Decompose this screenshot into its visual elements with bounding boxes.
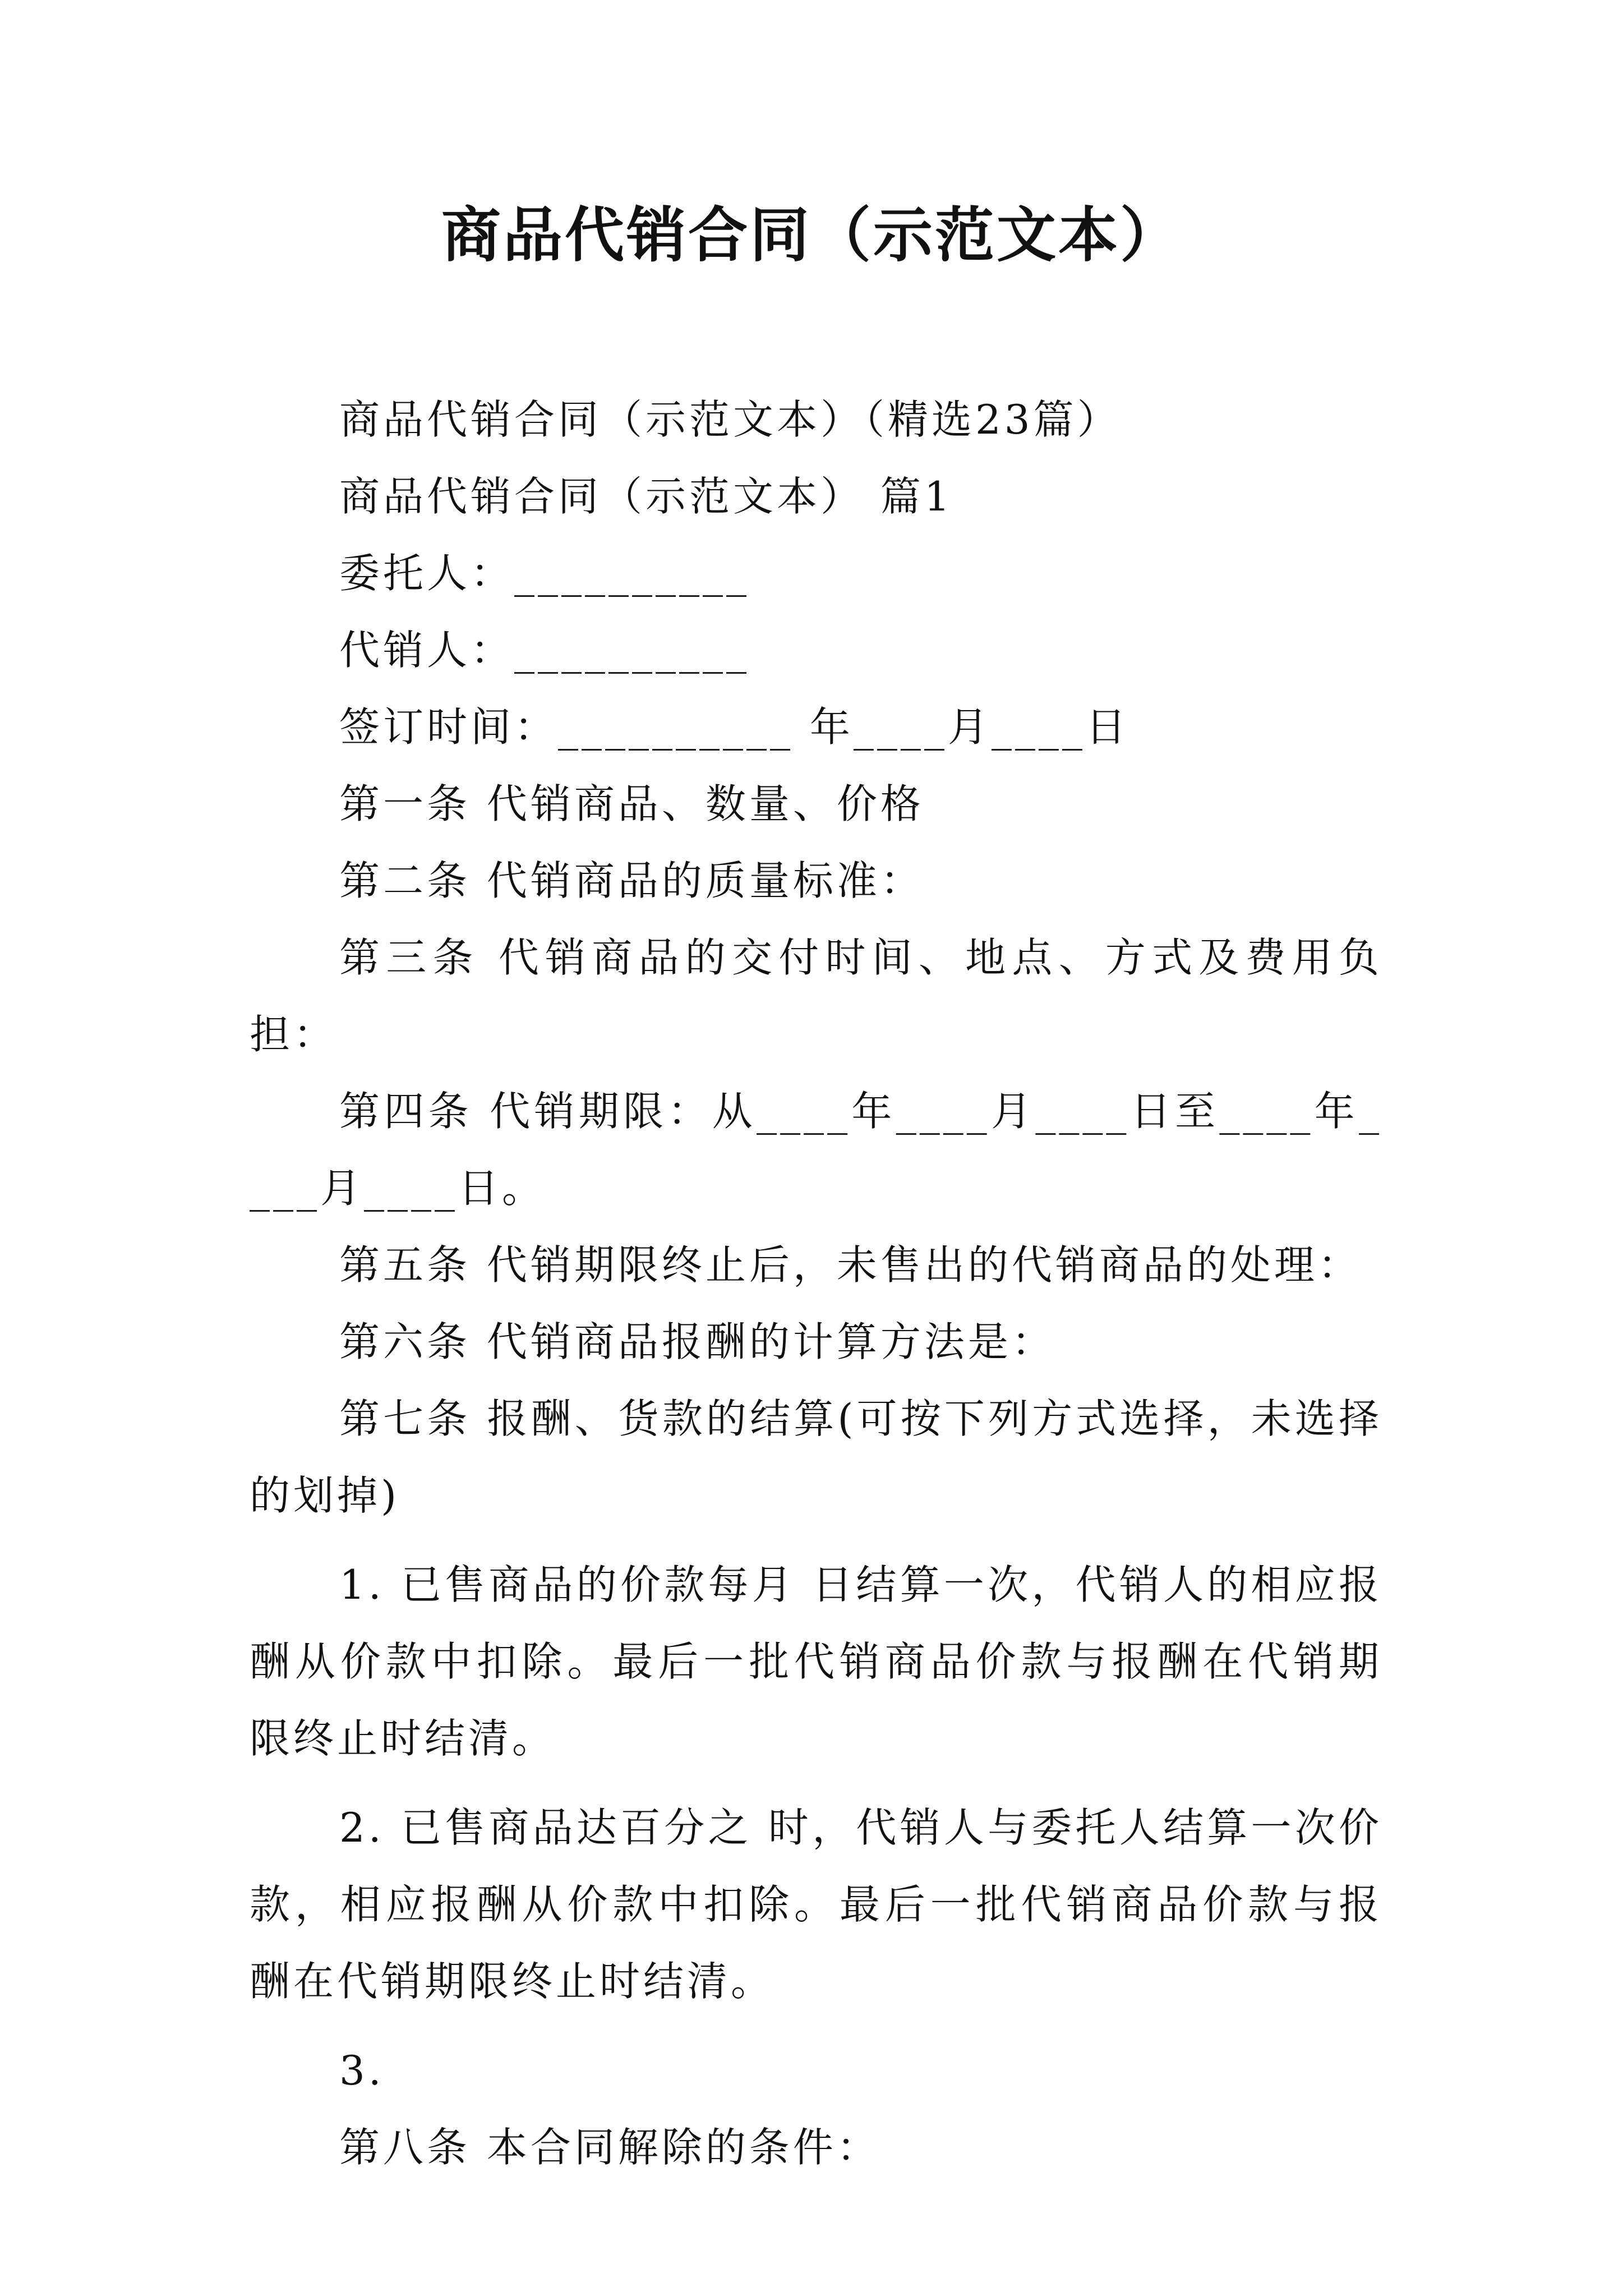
paragraph-option-2: 2. 已售商品达百分之 时，代销人与委托人结算一次价款，相应报酬从价款中扣除。最后一批代销商品价款与报酬在代销期限终止时结清。 (250, 1804, 1382, 2005)
paragraph-signing-date: 签订时间：__________ 年____月____日 (339, 703, 1129, 751)
paragraph-agent: 代销人：__________ (339, 627, 750, 674)
paragraph-article-3: 第三条 代销商品的交付时间、地点、方式及费用负担： (250, 934, 1382, 1058)
paragraph-article-7: 第七条 报酬、货款的结算(可按下列方式选择，未选择的划掉) (250, 1395, 1382, 1519)
paragraph-principal: 委托人：__________ (339, 550, 750, 597)
paragraph-section-heading: 商品代销合同（示范文本） 篇1 (339, 473, 953, 520)
paragraph-article-1: 第一条 代销商品、数量、价格 (339, 780, 924, 827)
paragraph-article-8: 第八条 本合同解除的条件： (339, 2124, 880, 2171)
paragraph-article-2: 第二条 代销商品的质量标准： (339, 857, 924, 904)
paragraph-option-1: 1. 已售商品的价款每月 日结算一次，代销人的相应报酬从价款中扣除。最后一批代销商品价款与报酬在代销期限终止时结清。 (250, 1561, 1382, 1762)
document-title: 商品代销合同（示范文本） (441, 200, 1182, 270)
paragraph-article-6: 第六条 代销商品报酬的计算方法是： (339, 1318, 1055, 1365)
paragraph-subtitle: 商品代销合同（示范文本）（精选23篇） (339, 396, 1121, 443)
paragraph-option-3: 3. (339, 2047, 385, 2094)
document-body (250, 381, 1382, 2186)
paragraph-article-5: 第五条 代销期限终止后，未售出的代销商品的处理： (339, 1241, 1362, 1289)
paragraph-article-4: 第四条 代销期限：从____年____月____日至____年____月____日。 (250, 1088, 1382, 1212)
